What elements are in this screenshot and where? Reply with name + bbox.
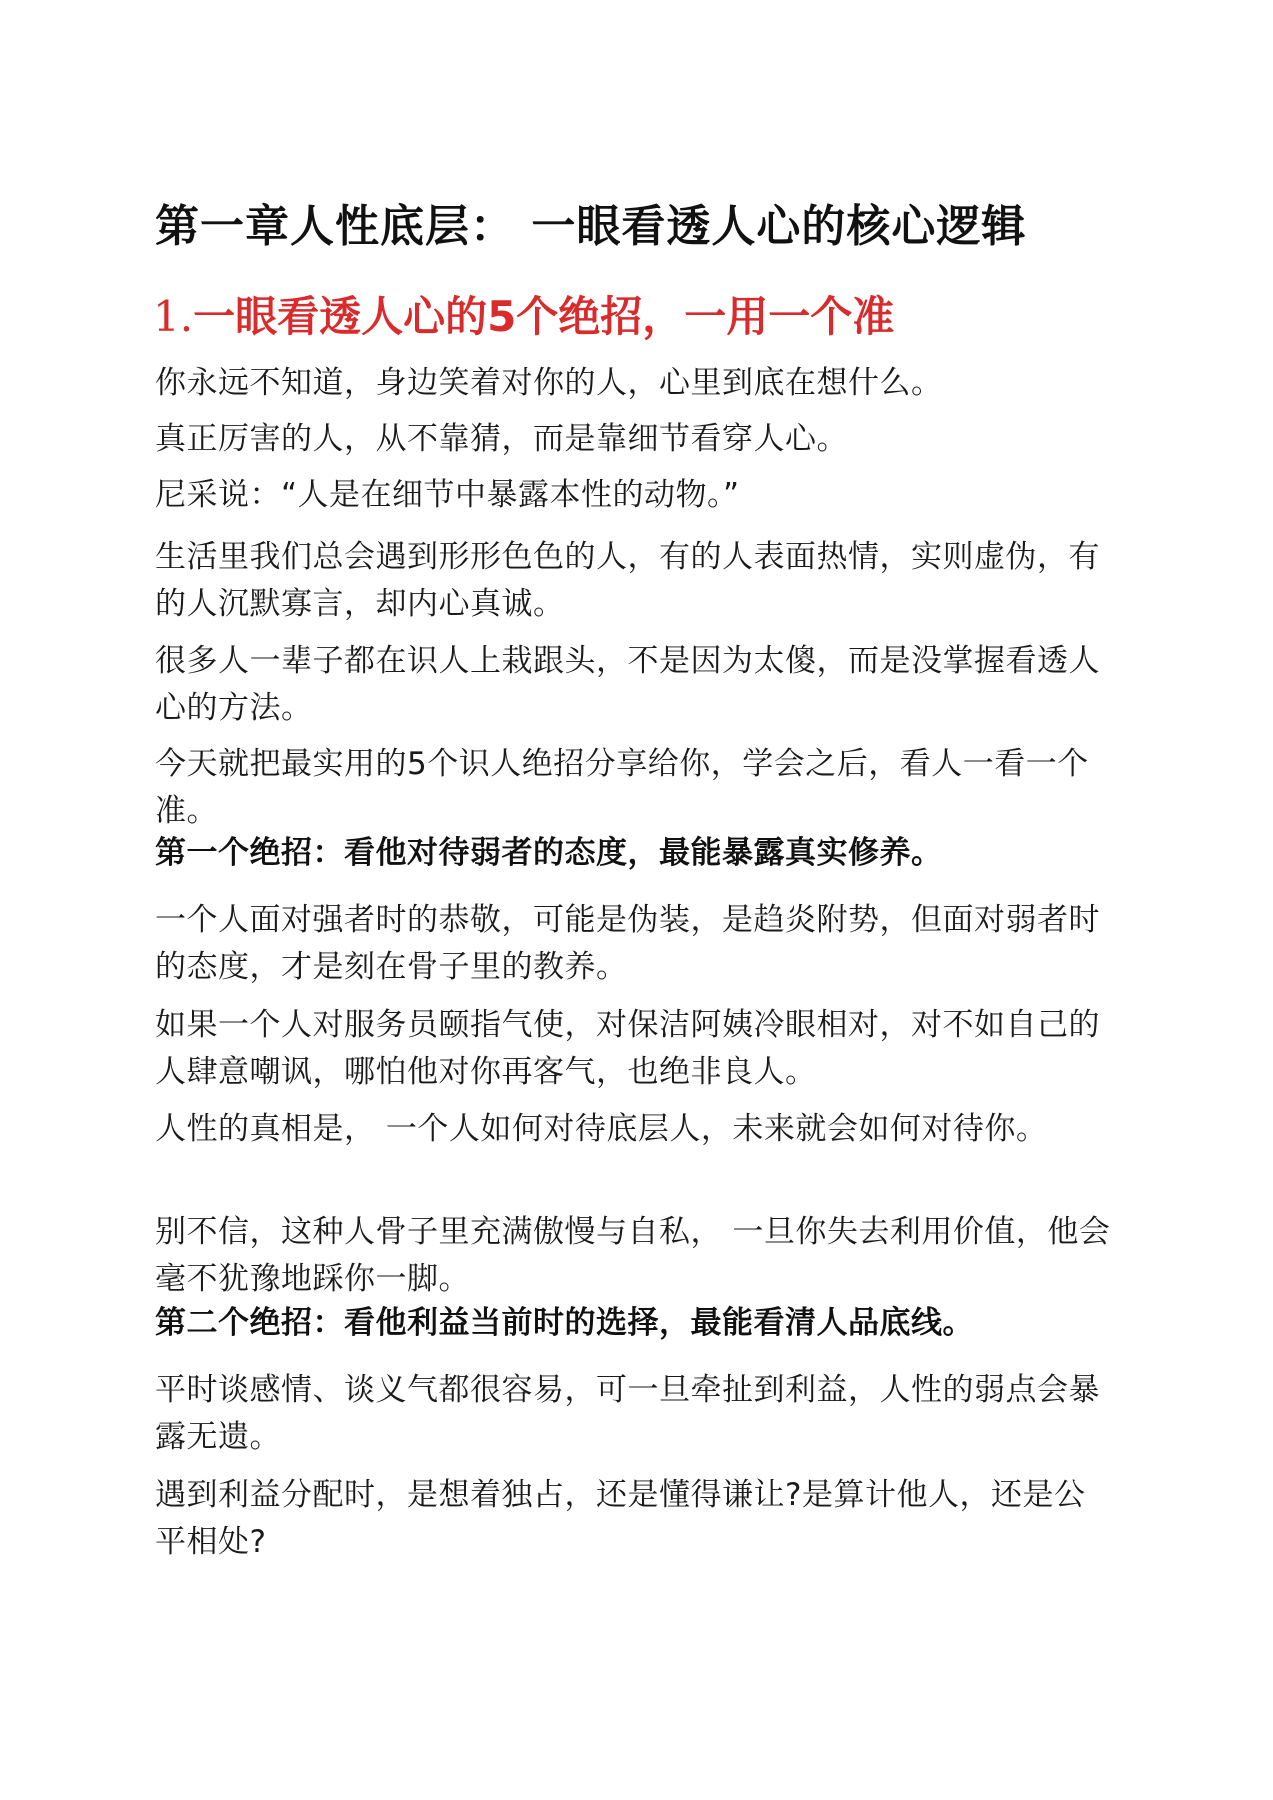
subheading-second-tip: 第二个绝招：看他利益当前时的选择，最能看清人品底线。	[155, 1305, 974, 1341]
paragraph: 一个人面对强者时的恭敬，可能是伪装，是趋炎附势，但面对弱者时的态度，才是刻在骨子里的教养。	[155, 902, 1100, 985]
section-number: 1.	[153, 292, 194, 341]
paragraph: 很多人一辈子都在识人上栽跟头，不是因为太傻，而是没掌握看透人心的方法。	[155, 643, 1100, 726]
subheading-first-tip: 第一个绝招：看他对待弱者的态度，最能暴露真实修养。	[155, 835, 943, 871]
paragraph: 人性的真相是， 一个人如何对待底层人，未来就会如何对待你。	[155, 1111, 1048, 1147]
paragraph: 尼采说：“人是在细节中暴露本性的动物。”	[155, 477, 740, 513]
section-heading	[153, 284, 894, 344]
paragraph: 你永远不知道，身边笑着对你的人，心里到底在想什么。	[155, 365, 943, 401]
paragraph: 平时谈感情、谈义气都很容易，可一旦牵扯到利益，人性的弱点会暴露无遗。	[155, 1372, 1100, 1455]
chapter-title: 第一章人性底层： 一眼看透人心的核心逻辑	[155, 201, 1027, 252]
paragraph: 真正厉害的人，从不靠猜，而是靠细节看穿人心。	[155, 421, 848, 457]
paragraph: 遇到利益分配时，是想着独占，还是懂得谦让?是算计他人，还是公平相处?	[155, 1477, 1086, 1560]
paragraph: 如果一个人对服务员颐指气使，对保洁阿姨冷眼相对，对不如自己的人肆意嘲讽，哪怕他对你再客气，也绝非良人。	[155, 1007, 1100, 1090]
paragraph: 今天就把最实用的5个识人绝招分享给你，学会之后，看人一看一个准。	[155, 746, 1089, 829]
paragraph: 别不信，这种人骨子里充满傲慢与自私， 一旦你失去利用价值，他会毫不犹豫地踩你一脚。	[155, 1214, 1111, 1297]
section-title: 一眼看透人心的5个绝招，一用一个准	[193, 292, 895, 341]
paragraph: 生活里我们总会遇到形形色色的人，有的人表面热情，实则虚伪，有的人沉默寡言，却内心真诚。	[155, 539, 1100, 622]
